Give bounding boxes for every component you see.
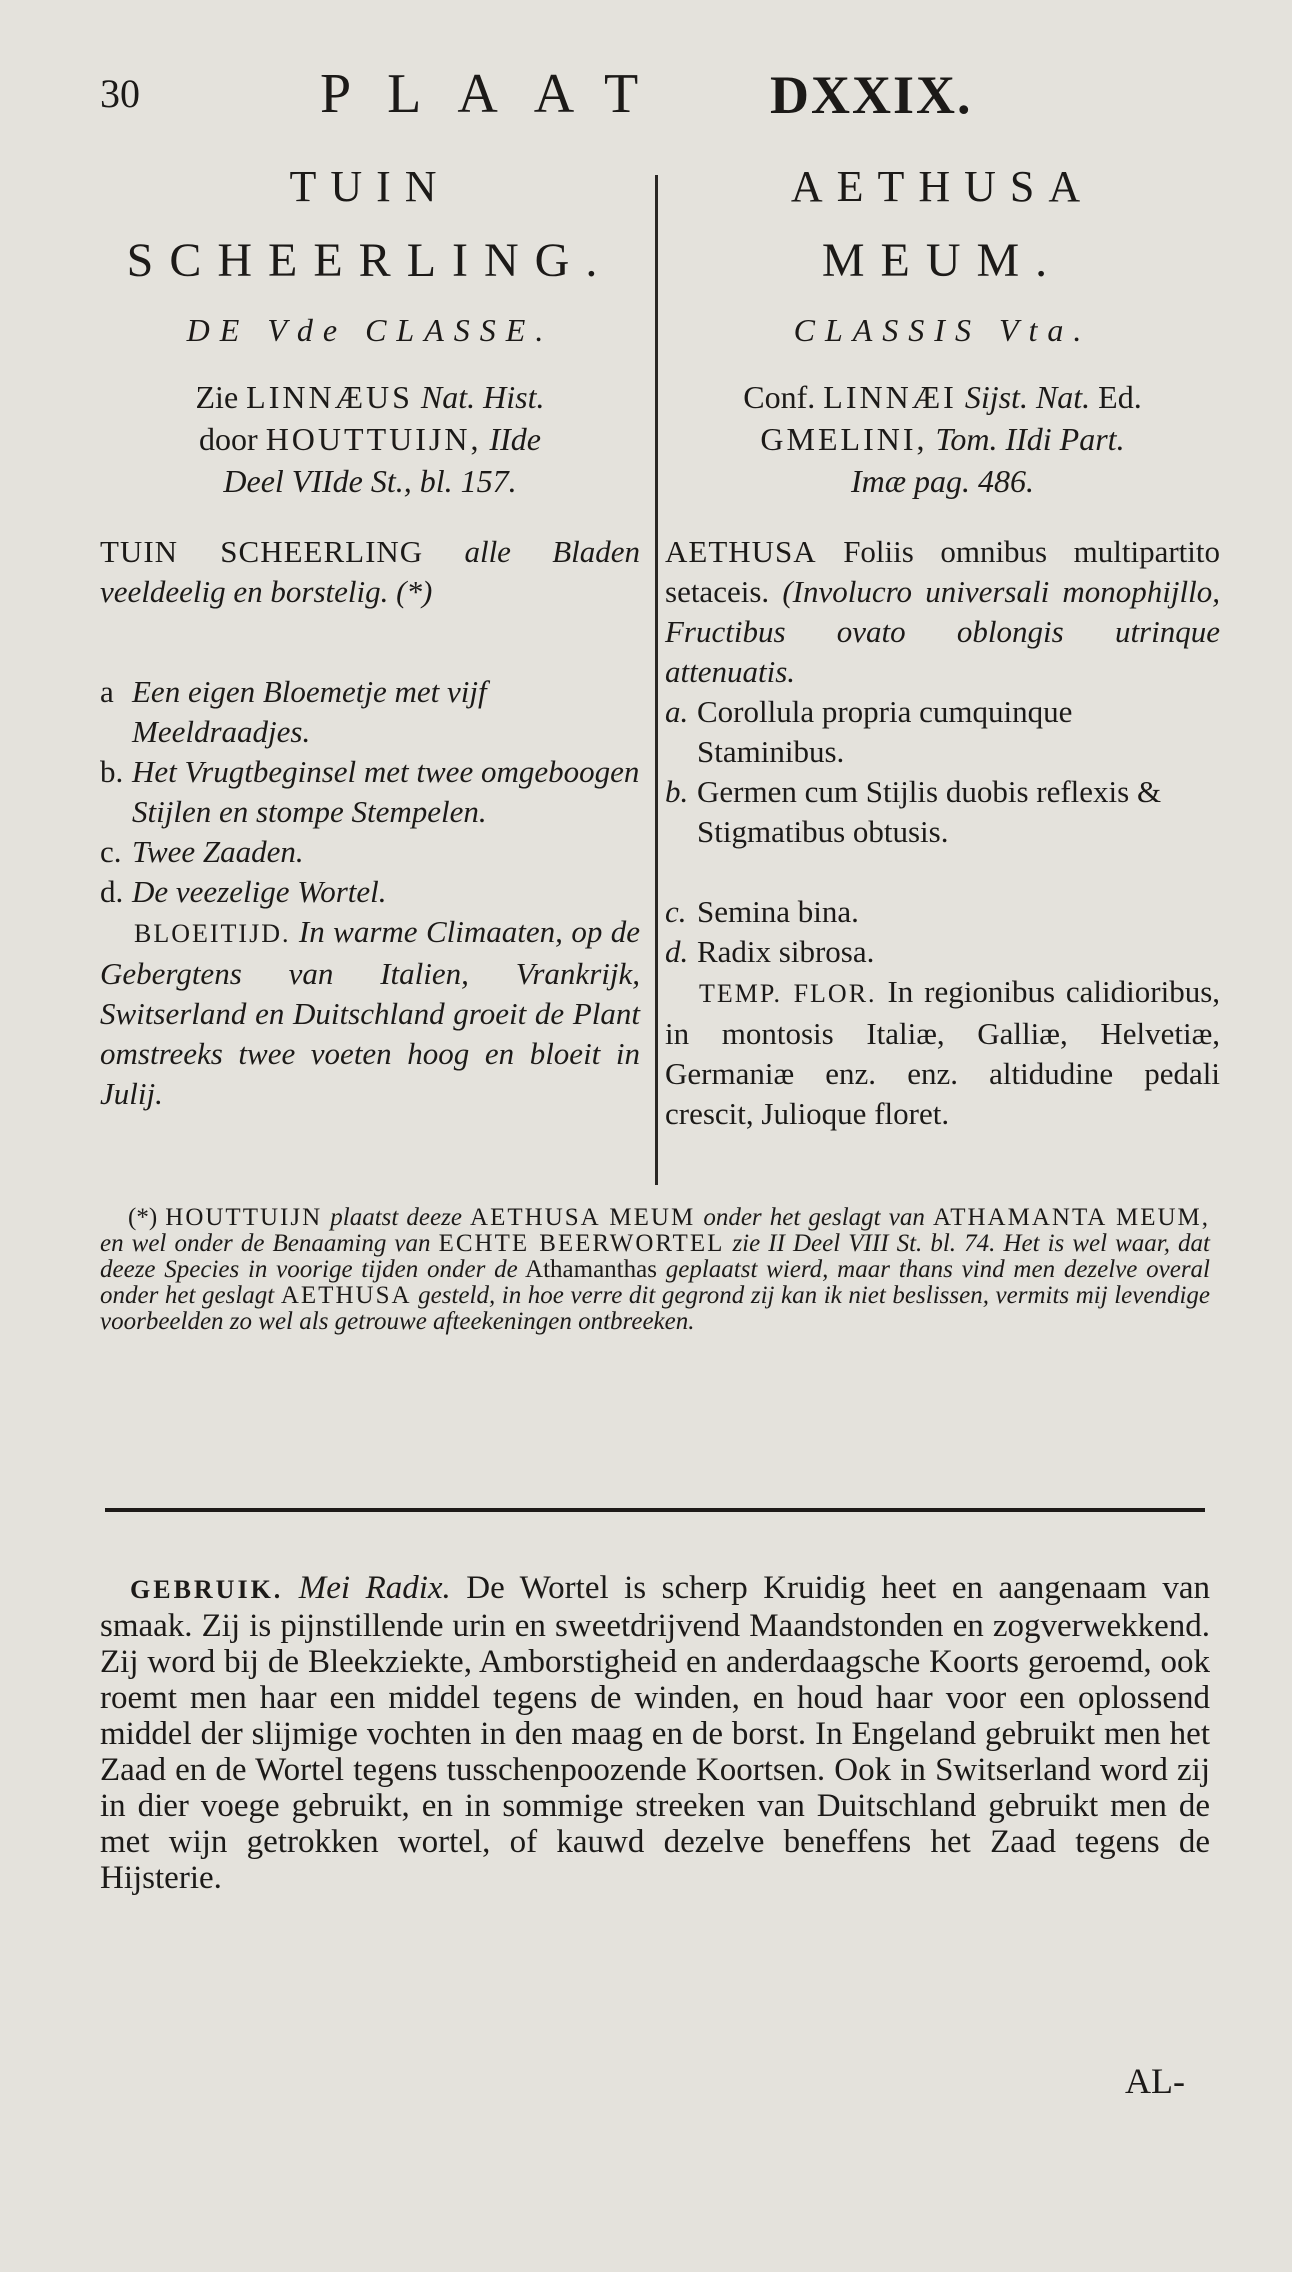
ref-editor: GMELINI, (760, 421, 928, 457)
desc-text: alle Bladen veeldeelig en borstelig. (*) (100, 534, 641, 609)
item-label: b. (665, 774, 689, 809)
ref-work: Sijst. Nat. (964, 379, 1091, 415)
footnote-name: HOUTTUIJN (165, 1204, 323, 1231)
footnote-text: plaatst deeze (330, 1204, 462, 1231)
page-header (100, 62, 1000, 132)
item-label: b. (100, 754, 124, 789)
item-label: a. (665, 694, 689, 729)
list-item (665, 932, 1220, 972)
footnote-mark: (*) (128, 1204, 158, 1231)
section-rule (105, 1508, 1205, 1512)
footnote-text: zie II Deel VIII St. bl. 74. Het is wel waar, dat deeze Species in voorige tijden onder de (100, 1230, 1211, 1283)
usage-text: De Wortel is scherp Kruidig heet en aangenaam van smaak. Zij is pijnstillende urin en sweetdrijvend Maandstonden en zogverwekkend. Zij word bij de Bleekziekte, Amborstigheid en anderdaagsche Koorts geroemd, ook roemt men haar een middel tegens de winden, en houd haar voor een oplossend middel der slijmige vochten in den maag en de borst. In Engeland gebruikt men het Zaad en de Wortel tegens tusschenpoozende Koortsen. Ook in Switserland word zij in dier voege gebruikt, en in sommige streeken van Duitschland gebruikt men de met wijn getrokken wortel, of kauwd dezelve beneffens het Zaad tegens de Hijsterie. (100, 1570, 1210, 1896)
plate-number: DXXIX. (770, 65, 973, 125)
latin-reference (665, 376, 1220, 502)
ref-pag: Imæ pag. 486. (850, 463, 1035, 499)
ref-translator: HOUTTUIJN, (265, 421, 482, 457)
column-divider (655, 175, 658, 1185)
latin-column (665, 150, 1220, 1134)
list-item (100, 872, 640, 912)
ref-ed: Ed. (1098, 379, 1142, 415)
flowering-text: In regionibus calidioribus, in montosis Italiæ, Galliæ, Helvetiæ, Germaniæ enz. enz. altidudine pedali crescit, Julioque floret. (665, 974, 1221, 1131)
dutch-reference (100, 376, 640, 502)
item-text: Een eigen Bloemetje met vijf Meeldraadjes. (132, 674, 487, 749)
list-item (100, 672, 640, 752)
flowering-time (100, 912, 640, 1114)
item-text: Germen cum Stijlis duobis reflexis & Stigmatibus obtusis. (697, 774, 1162, 849)
list-item (100, 752, 640, 832)
flowering-time (665, 972, 1220, 1134)
latin-description (665, 532, 1220, 692)
ref-conf: Conf. (743, 379, 816, 415)
desc-name: TUIN SCHEERLING (100, 534, 424, 569)
plate-title: PLAAT (320, 63, 675, 125)
usage-section (100, 1570, 1210, 1896)
footnote-text: gesteld, in hoe verre dit gegrond zij kan ik niet beslissen, vermits mij levendige voorbeelden zo wel als getrouwe afteekeningen ontbreeken. (100, 1282, 1211, 1335)
dutch-name-line2: SCHEERLING. (126, 234, 614, 287)
dutch-column (100, 150, 640, 1114)
latin-name-line1: AETHUSA (790, 162, 1095, 211)
ref-author: LINNÆUS (246, 379, 413, 415)
usage-latin: Mei Radix. (298, 1570, 451, 1606)
footnote-text: en wel onder de Benaaming van (100, 1230, 431, 1257)
flowering-label: BLOEITIJD. (134, 919, 291, 948)
item-text: De veezelige Wortel. (132, 874, 387, 909)
item-label: c. (100, 834, 122, 869)
list-item (665, 772, 1220, 852)
footnote-name: ECHTE BEERWORTEL (438, 1230, 725, 1257)
desc-text1: Foliis omnibus multipartito setaceis. (665, 534, 1221, 609)
list-item (665, 692, 1220, 772)
ref-work: Nat. Hist. (420, 379, 545, 415)
item-text: Het Vrugtbeginsel met twee omgeboogen Stijlen en stompe Stempelen. (132, 754, 640, 829)
footnote-name: AETHUSA (280, 1282, 412, 1309)
item-text: Radix sibrosa. (697, 934, 875, 969)
page-number: 30 (100, 71, 140, 116)
footnote (100, 1205, 1210, 1335)
latin-class-line: CLASSIS Vta. (793, 312, 1092, 348)
footnote-text: geplaatst wierd, maar thans vind men dezelve overal onder het geslagt (100, 1256, 1211, 1309)
ref-rest: Deel VIIde St., bl. 157. (223, 463, 517, 499)
desc-text2: (Involucro universali monophijllo, Fructibus ovato oblongis utrinque attenuatis. (665, 574, 1221, 689)
list-item (100, 832, 640, 872)
dutch-name-line1: TUIN (289, 162, 451, 211)
ref-door: door (199, 421, 258, 457)
item-label: c. (665, 894, 687, 929)
ref-zie: Zie (195, 379, 239, 415)
dutch-description (100, 532, 640, 612)
list-item (665, 892, 1220, 932)
item-text: Semina bina. (697, 894, 859, 929)
item-text: Twee Zaaden. (132, 834, 304, 869)
item-label: d. (100, 874, 124, 909)
catchword: AL- (1125, 2061, 1185, 2101)
footnote-text: onder het geslagt van (703, 1204, 925, 1231)
usage-label: GEBRUIK. (130, 1575, 284, 1604)
footnote-name: ATHAMANTA MEUM, (932, 1204, 1211, 1231)
latin-items (665, 692, 1220, 972)
footnote-name: Athamanthas (525, 1256, 657, 1283)
flowering-text: In warme Climaaten, op de Gebergtens van Italien, Vrankrijk, Switserland en Duitschland groeit de Plant omstreeks twee voeten hoog en bloeit in Julij. (100, 914, 641, 1111)
footnote-name: AETHUSA MEUM (470, 1204, 696, 1231)
ref-deel: IIde (489, 421, 541, 457)
desc-name: AETHUSA (665, 534, 817, 569)
flowering-label: TEMP. FLOR. (699, 979, 877, 1008)
ref-tom: Tom. IIdi Part. (935, 421, 1125, 457)
latin-name-line2: MEUM. (821, 234, 1064, 287)
item-label: d. (665, 934, 689, 969)
ref-author: LINNÆI (823, 379, 957, 415)
dutch-items (100, 672, 640, 912)
dutch-class-line: DE Vde CLASSE. (186, 312, 554, 348)
item-text: Corollula propria cumquinque Staminibus. (697, 694, 1073, 769)
item-label: a (100, 674, 114, 709)
